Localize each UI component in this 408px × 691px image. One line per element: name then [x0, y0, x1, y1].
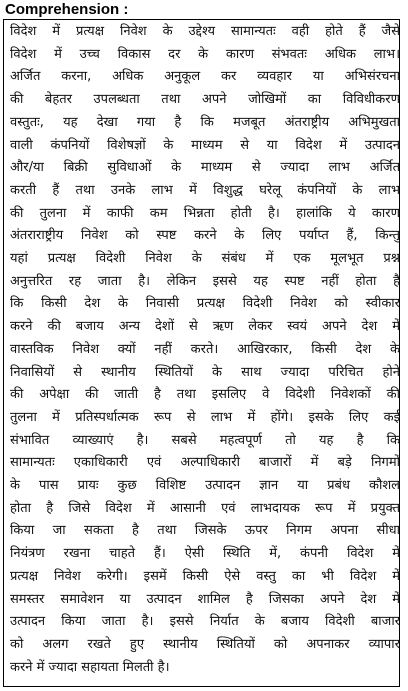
passage-line: करती हैं तथा उनके लाभ में विशुद्ध घरेलू कंपनियों के लाभ: [10, 182, 400, 198]
passage-line: की बेहतर उपलब्धता तथा अपने जोखिमों का विविधीकरण: [10, 92, 400, 108]
passage-line: विदेश में उच्च विकास दर के कारण संभवतः अधिक लाभ।: [10, 46, 400, 62]
passage-line: वाली कंपनियों विशेषज्ञों के माध्यम से या विदेश में उत्पादन: [10, 137, 400, 153]
passage-line: यहां प्रत्यक्ष विदेशी निवेश के संबंध में एक मूलभूत प्रश्न: [10, 251, 400, 266]
passage-line: उत्पादन किया जाता है। इससे निर्यात के बजाय विदेशी बाजार: [10, 614, 400, 630]
passage-line: की अपेक्षा की जाती है तथा इसलिए वे विदेशी निवेशकों की: [10, 387, 400, 403]
passage-line: प्रत्यक्ष निवेश करेगी। इसमें किसी ऐसे वस्तु का भी विदेश में: [10, 568, 400, 584]
passage-line: निवासियों से स्थानीय स्थितियों के साथ ज्यादा परिचित होने: [10, 364, 400, 380]
passage-line: समस्तर समावेशन या उत्पादन शामिल है जिसका अपने देश में: [10, 591, 400, 607]
passage-line: सामान्यतः एकाधिकारी एवं अल्पाधिकारी बाजारों में बड़े निगमों: [10, 455, 400, 471]
passage-line: वस्तुतः, यह देखा गया है कि मजबूत अंतराष्ट्रीय अभिमुखता: [10, 114, 400, 130]
comprehension-heading: Comprehension :: [5, 1, 129, 18]
passage-line: की तुलना में काफी कम भिन्नता होती है। हालांकि ये कारण: [10, 205, 400, 221]
passage-line: अर्जित करना, अधिक अनुकूल कर व्यवहार या अभिसंरचना: [10, 69, 400, 85]
passage-line: होता है जिसे विदेश में आसानी एवं लाभदायक रूप में प्रयुक्त: [10, 500, 400, 516]
passage-line: वास्तविक निवेश क्यों नहीं करते। आखिरकार, किसी देश के: [10, 341, 400, 357]
passage-line: अंतराराष्ट्रीय निवेश को स्पष्ट करने के लिए पर्याप्त हैं, किन्तु: [10, 228, 400, 244]
passage-line: के पास प्रायः कुछ विशिष्ट उत्पादन ज्ञान या प्रबंध कौशल: [10, 478, 400, 493]
passage-line: विदेश में प्रत्यक्ष निवेश के उद्देश्य सामान्यतः वही होते हैं जैसे: [10, 24, 400, 39]
passage-line: और/या बिक्री सुविधाओं के माध्यम से ज्यादा लाभ अर्जित: [10, 160, 400, 176]
passage-line: तुलना में प्रतिस्पर्धात्मक रूप से लाभ में होंगे। इसके लिए कई: [10, 409, 400, 425]
passage-line: किया जा सकता है तथा जिसके ऊपर निगम अपना सीधा: [10, 523, 400, 539]
passage-line: को अलग रखते हुए स्थानीय स्थितियों को अपनाकर व्यापार: [10, 636, 400, 652]
passage-line: कि किसी देश के निवासी प्रत्यक्ष विदेशी निवेश को स्वीकार: [10, 296, 400, 312]
passage-line: करने में ज्यादा सहायता मिलती है।: [10, 659, 170, 675]
passage-line: संभावित व्याख्याएं है। सबसे महत्वपूर्ण तो यह है कि: [10, 432, 400, 448]
passage-line: नियंत्रण रखना चाहते हैं। ऐसी स्थिति में, कंपनी विदेश में: [10, 546, 400, 562]
passage-line: करने की बजाय अन्य देशों से ऋण लेकर स्वयं अपने देश में: [10, 319, 400, 335]
passage-box: [3, 19, 400, 687]
passage-line: अनुत्तरित रह जाता है। लेकिन इससे यह स्पष्ट नहीं होता है: [10, 273, 400, 289]
